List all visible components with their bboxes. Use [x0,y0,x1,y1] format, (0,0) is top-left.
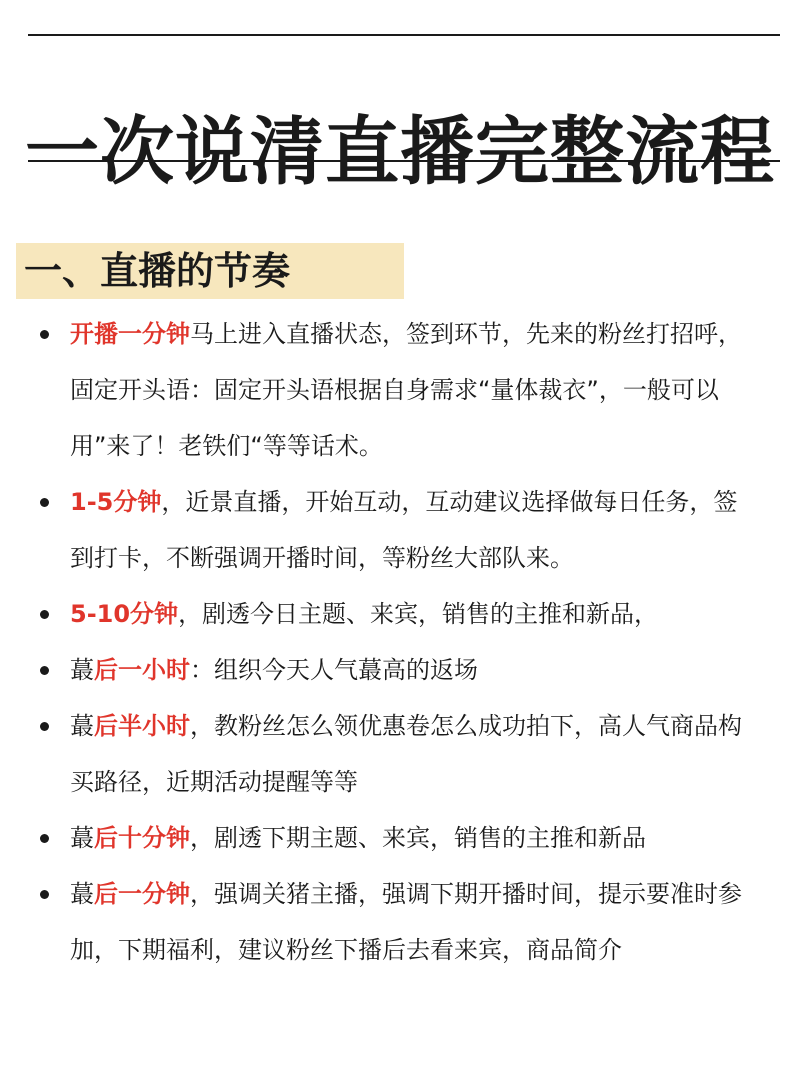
list-item [0,810,800,866]
item-highlight: 1-5分钟 [70,488,162,516]
bullet-dot-icon [40,834,49,843]
section-heading-box [16,243,404,299]
item-text: ，剧透今日主题、来宾，销售的主推和新品， [178,600,659,628]
bullet-dot-icon [40,498,49,507]
list-item [0,586,800,642]
rhythm-bullet-list [0,306,800,978]
page-title: 一次说清直播完整流程 [25,108,775,195]
item-prefix: 蕞 [70,712,94,740]
item-text: ：组织今天人气蕞高的返场 [190,656,478,684]
list-item [0,642,800,698]
item-prefix: 蕞 [70,880,94,908]
item-text: ，强调关猪主播，强调下期开播时间，提示要准时参加，下期福利，建议粉丝下播后去看来宾，商品简介 [70,880,742,964]
bullet-dot-icon [40,722,49,731]
item-prefix: 蕞 [70,824,94,852]
bullet-dot-icon [40,610,49,619]
item-highlight: 后半小时 [94,712,190,740]
item-highlight: 后一小时 [94,656,190,684]
item-text: ，教粉丝怎么领优惠卷怎么成功拍下，高人气商品构买路径，近期活动提醒等等 [70,712,742,796]
item-text: 马上进入直播状态，签到环节，先来的粉丝打招呼，固定开头语：固定开头语根据自身需求“量体裁衣”，一般可以用”来了！老铁们“等等话术。 [70,320,742,460]
list-item [0,698,800,810]
item-highlight: 5-10分钟 [70,600,179,628]
item-text: ，剧透下期主题、来宾，销售的主推和新品 [190,824,646,852]
bullet-dot-icon [40,330,49,339]
item-prefix: 蕞 [70,656,94,684]
item-highlight: 后十分钟 [94,824,190,852]
top-rule [28,34,780,36]
item-text: ，近景直播，开始互动，互动建议选择做每日任务，签到打卡，不断强调开播时间，等粉丝大部队来。 [70,488,738,572]
bullet-dot-icon [40,890,49,899]
list-item [0,866,800,978]
item-highlight: 开播一分钟 [70,320,190,348]
bullet-dot-icon [40,666,49,675]
list-item [0,474,800,586]
section-heading: 一、直播的节奏 [24,249,291,293]
title-underline-rule [28,160,780,162]
list-item [0,306,800,474]
item-highlight: 后一分钟 [94,880,190,908]
